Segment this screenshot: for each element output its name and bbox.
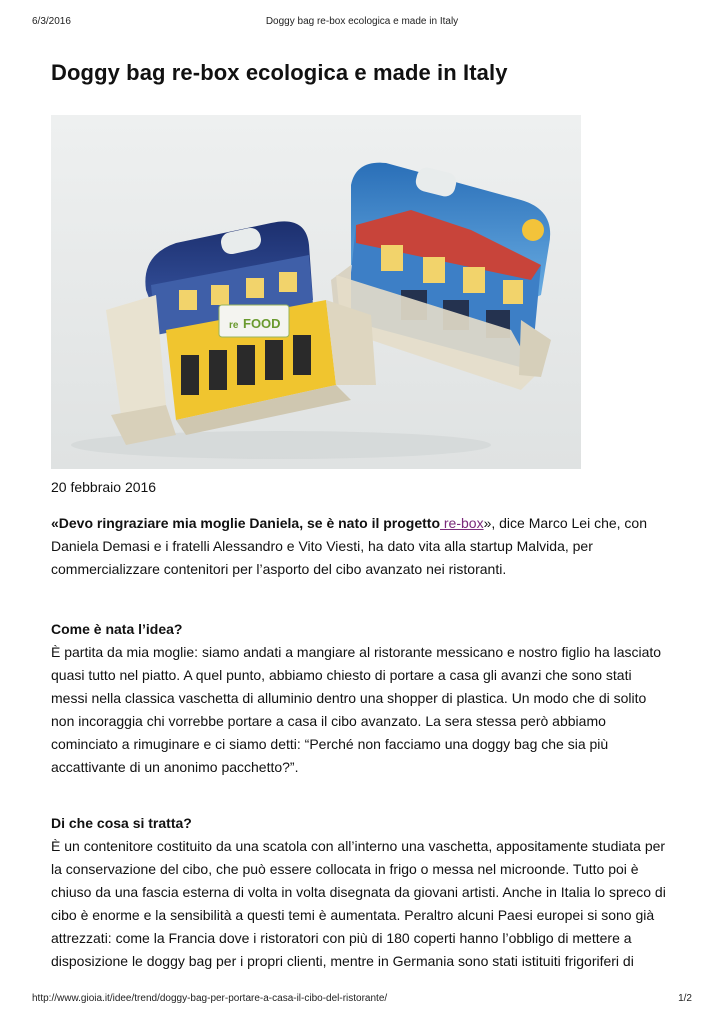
section-2 bbox=[51, 812, 671, 973]
re-box-link[interactable]: re-box bbox=[440, 515, 484, 531]
page-number: 1/2 bbox=[678, 993, 692, 1004]
page-url: http://www.gioia.it/idee/trend/doggy-bag-per-portare-a-casa-il-cibo-del-ristorante/ bbox=[32, 993, 388, 1004]
intro-lead: «Devo ringraziare mia moglie Daniela, se è nato il progetto bbox=[51, 515, 440, 531]
article-intro bbox=[51, 512, 671, 581]
section-text: È un contenitore costituito da una scatola con all’interno una vaschetta, appositamente studiata per la conservazione del cibo, che può essere collocata in frigo o messa nel microonde. Tutto poi è chiuso da una fascia esterna di volta in volta disegnata da giovani artisti. Anche in Italia lo spreco di cibo è enorme e la sensibilità a questi temi è aumentata. Peraltro alcuni Paesi europei si sono già attrezzati: come la Francia dove i ristoratori con più di 180 coperti hanno l’obbligo di mettere a disposizione le doggy bag per i propri clienti, mentre in Germania sono stati istituiti frigoriferi di bbox=[51, 838, 666, 969]
print-title: Doggy bag re-box ecologica e made in Italy bbox=[265, 16, 459, 27]
section-1 bbox=[51, 618, 671, 779]
print-date: 6/3/2016 bbox=[32, 16, 71, 27]
article-photo bbox=[51, 115, 581, 469]
article-title: Doggy bag re-box ecologica e made in Italy bbox=[51, 60, 508, 85]
article-date: 20 febbraio 2016 bbox=[51, 479, 157, 495]
refood-logo-prefix: re bbox=[229, 320, 239, 331]
section-text: È partita da mia moglie: siamo andati a mangiare al ristorante messicano e nostro figlio ha lasciato quasi tutto nel piatto. A quel punto, abbiamo chiesto di portare a casa gli avanzi che sono stati messi nella classica vaschetta di alluminio dentro una shopper di plastica. Un modo che di solito non incoraggia chi vorrebbe portare a casa il cibo avanzato. La sera stessa però abbiamo cominciato a rimuginare e ci siamo detti: “Perché non facciamo una doggy bag che sia più accattivante di un anonimo pacchetto?”. bbox=[51, 644, 662, 775]
refood-logo-text: FOOD bbox=[243, 316, 281, 331]
print-header bbox=[32, 16, 692, 30]
section-heading: Come è nata l’idea? bbox=[51, 621, 183, 637]
print-footer bbox=[32, 993, 692, 1007]
section-heading: Di che cosa si tratta? bbox=[51, 815, 192, 831]
intro-rest: », dice Marco Lei che, con Daniela Demasi e i fratelli Alessandro e Vito Viesti, ha dato vita alla startup Malvida, per commercializzare contenitori per l’asporto del cibo avanzato nei ristoranti. bbox=[51, 515, 647, 577]
